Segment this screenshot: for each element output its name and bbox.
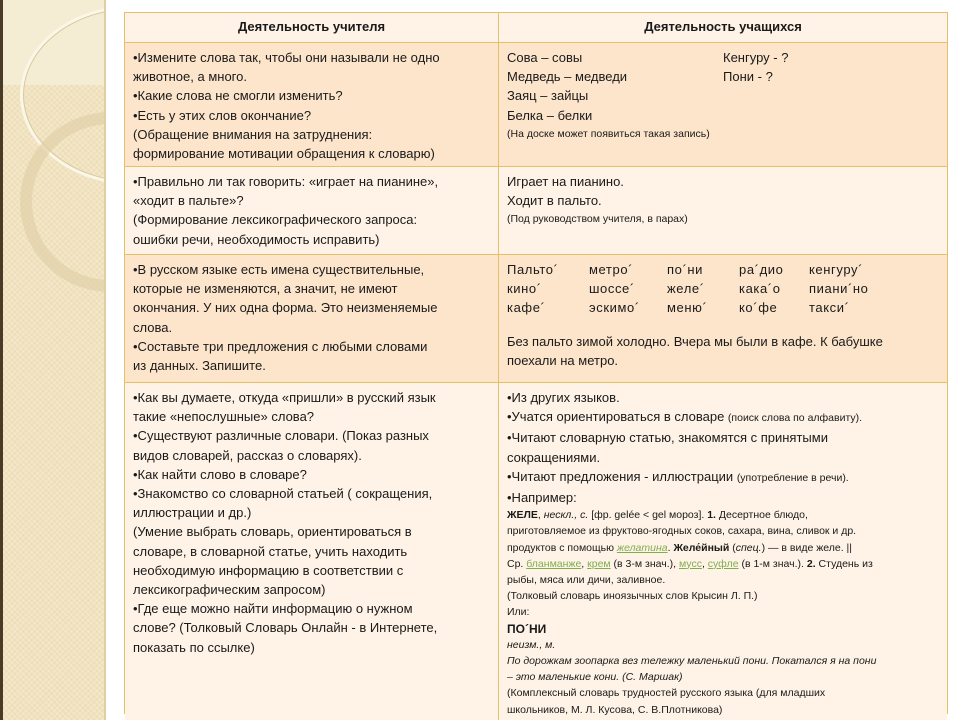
student-bullet: •Из других языков. — [507, 390, 620, 405]
teacher-line: •В русском языке есть имена существительные, — [133, 262, 425, 277]
word-pairs — [507, 48, 939, 125]
word: эскимо´ — [589, 300, 640, 316]
student-bullet: •Например: — [507, 490, 577, 506]
bullet-note: (поиск слова по алфавиту). — [727, 412, 863, 425]
word: кафе´ — [507, 300, 546, 316]
word: Пальто´ — [507, 262, 559, 277]
definition: Студень из — [815, 557, 873, 570]
dictionary-source: (Комплексный словарь трудностей русского языка (для младших — [507, 687, 826, 700]
word: желе´ — [667, 281, 705, 297]
punctuation: ( — [729, 541, 736, 554]
dictionary-source: (Толковый словарь иноязычных слов Крысин Л. П.) — [507, 590, 758, 603]
example-sentence: поехали на метро. — [507, 352, 619, 368]
word-pair: Белка – белки — [507, 107, 593, 123]
dictionary-entry-poni — [507, 621, 939, 718]
teacher-line: •Составьте три предложения с любыми словами — [133, 338, 428, 354]
header-teacher-activity: Деятельность учителя — [125, 13, 499, 43]
spacer — [507, 318, 939, 332]
teacher-line: такие «непослушные» слова? — [133, 409, 315, 425]
dict-line — [507, 540, 939, 556]
word-pair: Заяц – зайцы — [507, 88, 589, 104]
student-bullet: •Читают словарную статью, знакомятся с принятыми — [507, 430, 828, 446]
punctuation: , — [701, 557, 708, 570]
student-line: Ходит в пальто. — [507, 193, 602, 209]
row2-student-cell — [499, 167, 947, 255]
bullet-note: (употребление в речи). — [736, 471, 849, 484]
sense-note: (в 1-м знач.). — [738, 557, 807, 570]
dict-line: приготовляемое из фруктово-ягодных соков, сахара, вина, сливок и др. — [507, 525, 857, 538]
teacher-line: словаре, в словарной статье, учить находить — [133, 543, 408, 559]
row4-student-cell — [499, 383, 947, 720]
bullet-text: •Читают предложения - иллюстрации — [507, 468, 737, 484]
word-question: Пони - ? — [723, 69, 773, 85]
pairs-left-column — [507, 48, 723, 125]
teacher-line: (Умение выбрать словарь, ориентироваться в — [133, 524, 412, 540]
teacher-line: видов словарей, рассказ о словарях). — [133, 447, 362, 463]
student-bullet — [507, 467, 939, 488]
dict-line: рыбы, мяса или дичи, заливное. — [507, 574, 666, 587]
definition: Десертное блюдо, — [715, 509, 808, 522]
teacher-line: необходимую информацию в соответствии с — [133, 562, 404, 578]
dict-line: ЖЕЛЕ, нескл., с. [фр. gelée < gel мороз]. 1. Десертное блюдо, — [507, 509, 808, 522]
word: кака´о — [739, 281, 781, 297]
headword: ЖЕЛЕ — [507, 509, 538, 522]
link-krem[interactable]: крем — [587, 557, 611, 570]
punctuation: . — [667, 541, 674, 554]
link-sufle[interactable]: суфле — [707, 557, 739, 570]
teacher-line: окончания. У них одна форма. Это неизменяемые — [133, 300, 438, 316]
teacher-line: ошибки речи, необходимость исправить) — [133, 231, 380, 247]
row2-teacher-cell — [125, 167, 499, 255]
teacher-line: слова. — [133, 319, 173, 335]
word: меню´ — [667, 300, 708, 316]
grammar-label: неизм., м. — [507, 638, 556, 651]
teacher-line: формирование мотивации обращения к словарю) — [133, 146, 435, 162]
bullet-text: •Учатся ориентироваться в словаре — [507, 409, 728, 425]
link-gelatin[interactable]: желатина — [616, 541, 668, 554]
decorative-edge — [104, 0, 106, 720]
teacher-line: •Как найти слово в словаре? — [133, 466, 307, 482]
teacher-line: (Формирование лексикографического запроса: — [133, 212, 418, 228]
word-pair: Медведь – медведи — [507, 69, 628, 85]
row3-student-cell — [499, 255, 947, 383]
teacher-line: «ходит в пальте»? — [133, 193, 244, 209]
word-question: Кенгуру - ? — [723, 50, 789, 65]
dictionary-source: школьников, М. Л. Кусова, С. В.Плотникова) — [507, 703, 723, 716]
teacher-line: •Где еще можно найти информацию о нужном — [133, 601, 413, 617]
teacher-line: слове? (Толковый Словарь Онлайн - в Интернете, — [133, 620, 438, 636]
punctuation: , — [581, 557, 588, 570]
etymology: [фр. gelée < gel мороз]. — [588, 509, 708, 522]
teacher-line: •Знакомство со словарной статьей ( сокращения, — [133, 486, 433, 502]
teacher-line: (Обращение внимания на затруднения: — [133, 126, 373, 142]
link-muss[interactable]: мусс — [678, 557, 702, 570]
word: пиани´но — [809, 281, 869, 297]
decorative-ring — [20, 112, 106, 292]
definition: продуктов с помощью — [507, 541, 617, 554]
teacher-line: которые не изменяются, а значит, не имеют — [133, 281, 398, 297]
row4-teacher-cell — [125, 383, 499, 720]
teacher-line: •Есть у этих слов окончание? — [133, 107, 312, 123]
grammar-label: нескл., с. — [543, 509, 589, 522]
teacher-line: иллюстрации и др.) — [133, 505, 252, 521]
dict-line — [507, 556, 939, 572]
teacher-line: •Существуют различные словари. (Показ разных — [133, 428, 429, 444]
teacher-line: •Правильно ли так говорить: «играет на пианине», — [133, 174, 439, 189]
sense-number: 2. — [806, 557, 816, 570]
teacher-line: лексикографическим запросом) — [133, 582, 326, 598]
teacher-line: •Измените слова так, чтобы они называли не одно — [133, 50, 440, 65]
word: кенгуру´ — [809, 262, 864, 277]
definition: ) — в виде желе. || — [761, 541, 853, 554]
word: ра´дио — [739, 262, 784, 277]
usage-example: По дорожкам зоопарка вез тележку маленький пони. Покатался я на пони — [507, 655, 877, 668]
student-bullet: сокращениями. — [507, 449, 601, 465]
student-line: Играет на пианино. — [507, 174, 624, 189]
word: по´ни — [667, 262, 704, 277]
word: шоссе´ — [589, 281, 635, 297]
usage-label: спец. — [735, 541, 762, 554]
sense-note: (в 3-м знач.), — [610, 557, 679, 570]
word: кино´ — [507, 281, 542, 297]
teacher-line: из данных. Запишите. — [133, 358, 266, 374]
word: метро´ — [589, 262, 634, 277]
link-blancmange[interactable]: бланманже — [526, 557, 582, 570]
row1-teacher-cell — [125, 43, 499, 167]
teacher-line: показать по ссылке) — [133, 639, 255, 655]
row3-teacher-cell — [125, 255, 499, 383]
indeclinable-words-grid — [507, 260, 939, 318]
teacher-line: •Как вы думаете, откуда «пришли» в русский язык — [133, 390, 436, 405]
headword: ПО´НИ — [507, 621, 547, 636]
pair-work-note: (Под руководством учителя, в парах) — [507, 213, 688, 226]
or-label: Или: — [507, 606, 530, 619]
usage-example: – это маленькие кони. (С. Маршак) — [507, 671, 683, 684]
board-note: (На доске может появиться такая запись) — [507, 127, 710, 140]
decorative-side-panel — [0, 0, 106, 720]
example-sentence: Без пальто зимой холодно. Вчера мы были в кафе. К бабушке — [507, 333, 883, 349]
pairs-right-column — [723, 48, 939, 125]
derived-word: Желе́йный — [673, 541, 730, 554]
cf-label: Ср. — [507, 557, 527, 570]
student-bullet — [507, 407, 939, 428]
lesson-activity-table — [124, 12, 948, 714]
dictionary-entry-zhele — [507, 507, 939, 620]
word: ко´фе — [739, 300, 778, 316]
decorative-edge — [0, 0, 3, 720]
teacher-line: животное, а много. — [133, 69, 247, 85]
row1-student-cell — [499, 43, 947, 167]
sense-number: 1. — [707, 509, 716, 522]
word-pair: Сова – совы — [507, 50, 583, 65]
header-student-activity: Деятельность учащихся — [499, 13, 947, 43]
word: такси´ — [809, 300, 850, 316]
teacher-line: •Какие слова не смогли изменить? — [133, 88, 343, 104]
